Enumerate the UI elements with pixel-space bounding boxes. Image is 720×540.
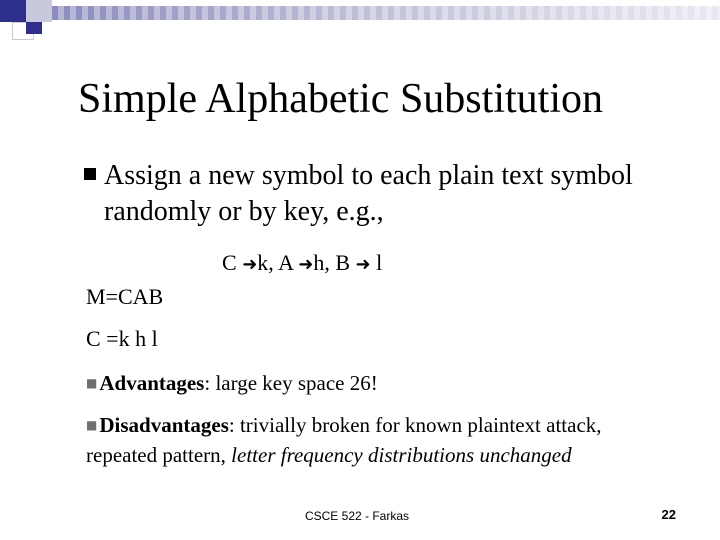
advantages-label: Advantages <box>99 371 205 395</box>
right-arrow-icon: ➜ <box>298 254 314 275</box>
header-square-dark <box>0 0 26 22</box>
mapping-line <box>222 250 382 278</box>
advantages-text: : large key space 26! <box>204 371 378 395</box>
slide-title: Simple Alphabetic Substitution <box>78 76 603 122</box>
small-square-bullet-icon: ■ <box>86 376 98 390</box>
mapping-a-from: A <box>278 250 293 275</box>
footer-course <box>0 509 720 523</box>
mapping-c-to: k, <box>257 250 274 275</box>
advantages-line <box>86 368 378 398</box>
mapping-a-to: h, <box>313 250 330 275</box>
mapping-b-to: l <box>376 250 383 275</box>
header-square-small <box>26 22 42 34</box>
disadvantages-italic: letter frequency distributions unchanged <box>231 443 572 467</box>
header-bar <box>52 6 720 20</box>
plaintext-line: M=CAB <box>86 284 164 309</box>
disadvantages-label: Disadvantages <box>99 413 229 437</box>
mapping-c-from: C <box>222 250 237 275</box>
disadvantages-text: : trivially broken for known plaintext attack, repeated pattern, <box>86 413 602 467</box>
right-arrow-icon: ➜ <box>355 254 371 275</box>
mapping-b-from: B <box>335 250 351 275</box>
ciphertext-line: C =k h l <box>86 326 158 351</box>
footer-course-text: CSCE 522 - Farkas <box>304 509 410 523</box>
bullet-text: Assign a new symbol to each plain text symbol randomly or by key, e.g., <box>104 160 633 227</box>
small-square-bullet-icon: ■ <box>86 418 98 432</box>
right-arrow-icon: ➜ <box>242 254 258 275</box>
disadvantages-line <box>86 410 646 470</box>
header-square-light <box>26 0 52 22</box>
page-number: 22 <box>661 507 676 522</box>
square-bullet-icon <box>84 168 96 180</box>
